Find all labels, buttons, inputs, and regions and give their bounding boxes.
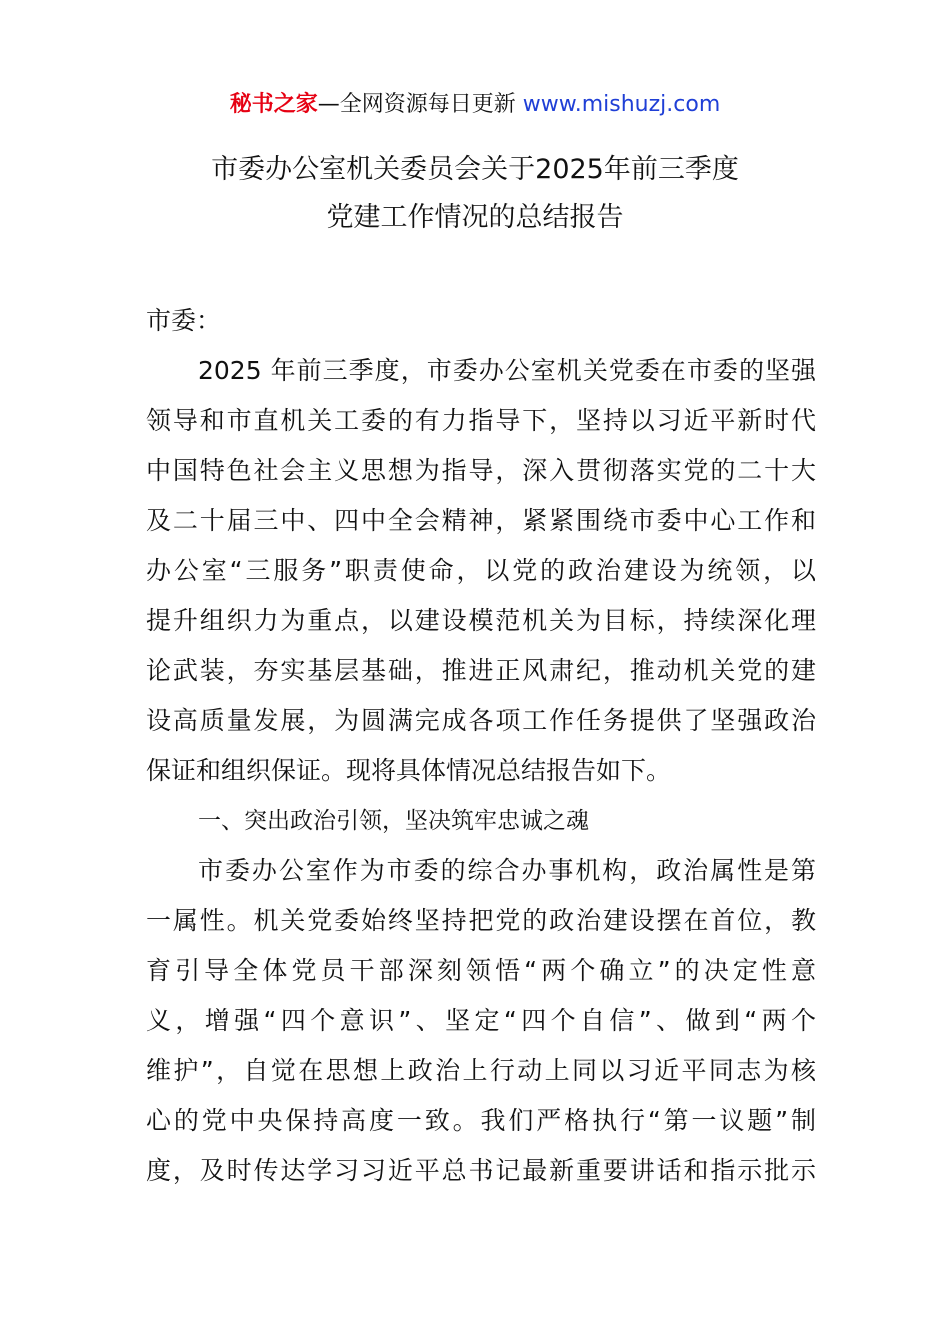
- paragraph-2-line: 市委办公室作为市委的综合办事机构，政治属性是第: [198, 856, 816, 885]
- paragraph-2-line: 心的党中央保持高度一致。我们严格执行“第一议题”制: [146, 1106, 816, 1135]
- salutation: 市委：: [146, 306, 222, 335]
- paragraph-1-line: 论武装，夯实基层基础，推进正风肃纪，推动机关党的建: [146, 656, 816, 685]
- paragraph-2-line: 育引导全体党员干部深刻领悟“两个确立”的决定性意: [146, 956, 816, 985]
- section-1-heading: 一、突出政治引领，坚决筑牢忠诚之魂: [198, 808, 589, 834]
- document-title-line-1: 市委办公室机关委员会关于2025年前三季度: [211, 154, 739, 185]
- site-url-link[interactable]: www.mishuzj.com: [522, 92, 721, 117]
- site-banner: [0, 88, 950, 122]
- paragraph-1-line: 2025 年前三季度，市委办公室机关党委在市委的坚强: [198, 356, 816, 385]
- paragraph-2-line: 义，增强“四个意识”、坚定“四个自信”、做到“两个: [146, 1006, 816, 1035]
- paragraph-2-line: 一属性。机关党委始终坚持把党的政治建设摆在首位，教: [146, 906, 816, 935]
- paragraph-2-line: 度，及时传达学习习近平总书记最新重要讲话和指示批示: [146, 1156, 816, 1185]
- paragraph-1-line: 中国特色社会主义思想为指导，深入贯彻落实党的二十大: [146, 456, 816, 485]
- paragraph-1-line: 办公室“三服务”职责使命，以党的政治建设为统领，以: [146, 556, 816, 585]
- paragraph-1-line: 保证和组织保证。现将具体情况总结报告如下。: [146, 756, 672, 785]
- paragraph-1-line: 领导和市直机关工委的有力指导下，坚持以习近平新时代: [146, 406, 816, 435]
- paragraph-1-line: 提升组织力为重点，以建设模范机关为目标，持续深化理: [146, 606, 816, 635]
- paragraph-1-line: 设高质量发展，为圆满完成各项工作任务提供了坚强政治: [146, 706, 816, 735]
- paragraph-2-line: 维护”，自觉在思想上政治上行动上同以习近平同志为核: [146, 1056, 816, 1085]
- paragraph-1-line: 及二十届三中、四中全会精神，紧紧围绕市委中心工作和: [146, 506, 816, 535]
- document-body: [146, 296, 816, 1196]
- site-slogan: —全网资源每日更新: [317, 92, 523, 117]
- site-brand: 秘书之家: [229, 92, 318, 117]
- document-title-line-2: 党建工作情况的总结报告: [326, 202, 624, 233]
